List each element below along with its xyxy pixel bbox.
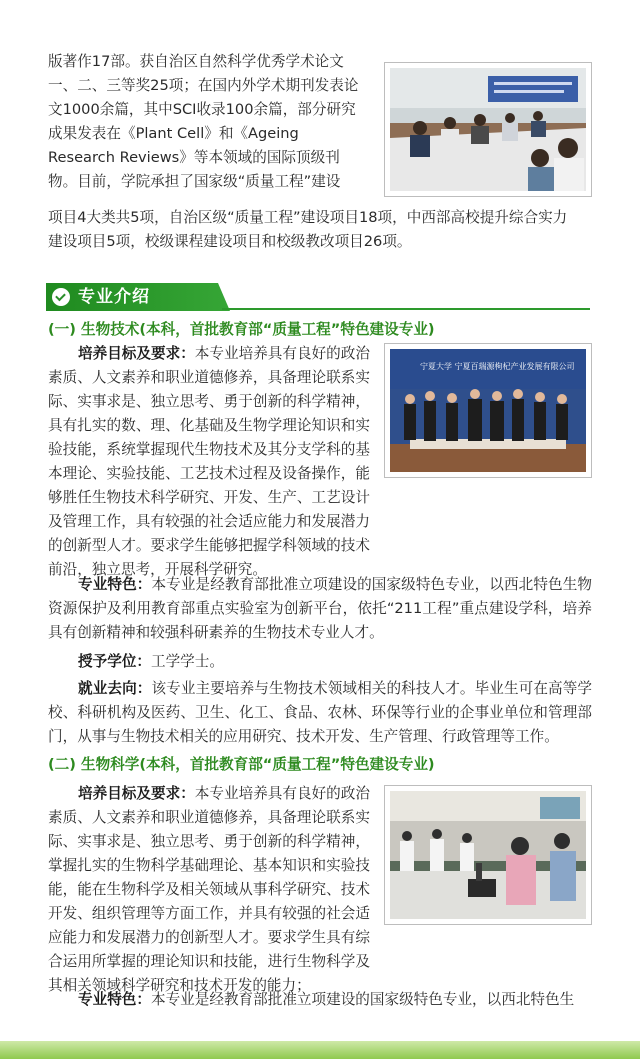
major1-degree-label: 授予学位： (78, 653, 151, 670)
major1-feature-text: 本专业是经教育部批准立项建设的国家级特色专业，以西北特色生物资源保护及利用教育部重点实验室为创新平台，依托“211工程”重点建设学科，培养具有创新精神和较强科研素养的生物技术专业人才。 (48, 576, 592, 641)
major1-degree-paragraph (48, 650, 592, 674)
major1-feature-paragraph (48, 573, 592, 645)
major1-goal-label: 培养目标及要求： (78, 345, 195, 362)
section-title: 专业介绍 (78, 287, 150, 307)
intro-line: Research Reviews》等本领域的国际顶级刊 (48, 149, 340, 166)
major1-heading: (一) 生物技术(本科，首批教育部“质量工程”特色建设专业) (48, 321, 435, 338)
major2-feature-text: 本专业是经教育部批准立项建设的国家级特色专业，以西北特色生 (150, 991, 575, 1008)
section-header-rule (222, 308, 590, 310)
major2-goal-paragraph (48, 782, 592, 998)
major1-goal-paragraph (48, 342, 592, 582)
intro-line: 一、二、三等奖25项；在国内外学术期刊发表论 (48, 77, 359, 94)
major2-goal-text: 本专业培养具有良好的政治素质、人文素养和职业道德修养，具备理论联系实际、实事求是、独立思考、勇于创新的科学精神，掌握扎实的生物科学基础理论、基本知识和实验技能，能在生物科学及相关领域从事科学研究、技术开发、组织管理等方面工作，并具有较强的社会适应能力和发展潜力的创新型人才。要求学生具有综合运用所掌握的理论知识和技能，进行生物科学及其相关领域科学研究和技术开发的能力； (48, 785, 370, 994)
intro-line: 成果发表在《Plant Cell》和《Ageing (48, 125, 299, 142)
intro-line: 物。目前，学院承担了国家级“质量工程”建设 (48, 173, 341, 190)
major2-goal-label: 培养目标及要求： (78, 785, 195, 802)
arrow-circle-icon (52, 288, 70, 306)
major1-career-paragraph (48, 677, 592, 749)
intro-line: 建设项目5项，校级课程建设项目和校级教改项目26项。 (48, 233, 412, 250)
major1-career-text: 该专业主要培养与生物技术领域相关的科技人才。毕业生可在高等学校、科研机构及医药、卫生、化工、食品、农林、环保等行业的企事业单位和管理部门，从事与生物技术相关的应用研究、技术开发、生产管理、行政管理等工作。 (48, 680, 592, 745)
section-header (46, 283, 590, 311)
major1-goal-text: 本专业培养具有良好的政治素质、人文素养和职业道德修养，具备理论联系实际、实事求是、独立思考、勇于创新的科学精神，具有扎实的数、理、化基础及生物学理论知识和实验技能，系统掌握现代生物技术及其分支学科的基本理论、实验技能、工艺技术过程及设备操作，能够胜任生物技术科学研究、开发、生产、工艺设计及管理工作，具有较强的社会适应能力和发展潜力的创新型人才。要求学生能够把握学科领域的技术前沿，独立思考，开展科学研究。 (48, 345, 370, 578)
major1-career-label: 就业去向： (78, 680, 152, 697)
conference-photo-image (390, 68, 586, 191)
major2-feature-paragraph (48, 988, 592, 1012)
intro-line: 项目4大类共5项，自治区级“质量工程”建设项目18项，中西部高校提升综合实力 (48, 209, 568, 226)
conference-photo (384, 62, 592, 197)
intro-line: 文1000余篇，其中SCI收录100余篇，部分研究 (48, 101, 356, 118)
banner-text: 宁夏大学 宁夏百瑞源枸杞产业发展有限公司 (420, 362, 575, 371)
major1-degree-text: 工学学士。 (150, 653, 224, 670)
intro-paragraph-top (48, 50, 370, 194)
intro-line: 版著作17部。获自治区自然科学优秀学术论文 (48, 53, 344, 70)
major2-heading: (二) 生物科学(本科，首批教育部“质量工程”特色建设专业) (48, 756, 435, 773)
footer-bar (0, 1041, 640, 1059)
major1-feature-label: 专业特色： (78, 576, 152, 593)
major2-feature-label: 专业特色： (78, 991, 151, 1008)
intro-paragraph-bottom (48, 206, 592, 254)
